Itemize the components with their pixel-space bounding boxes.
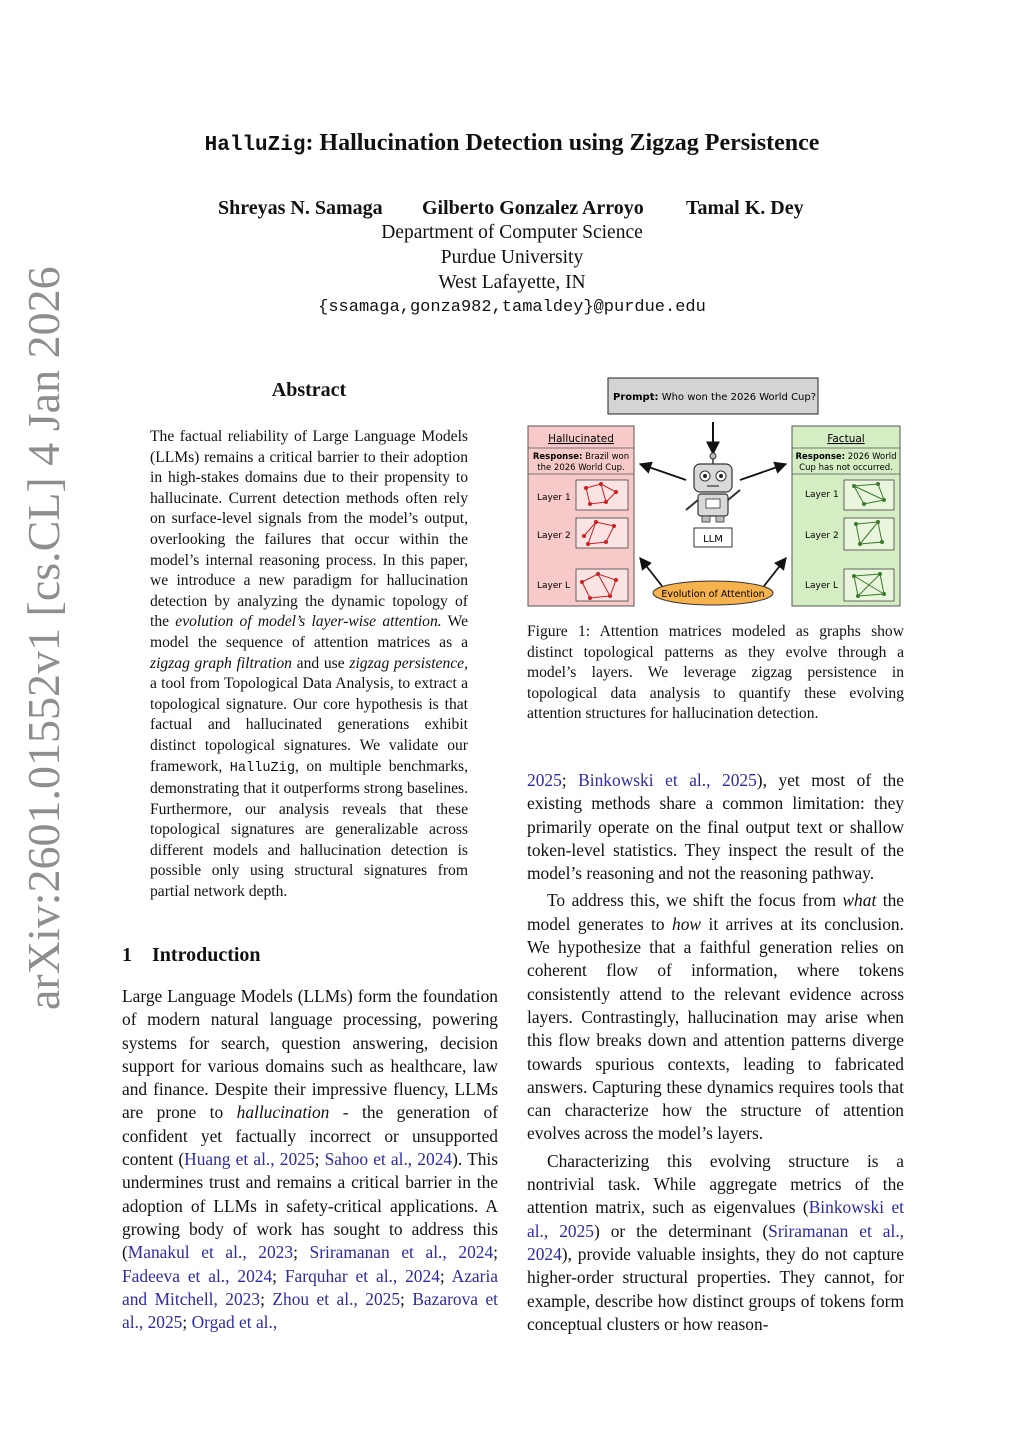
citation-link[interactable]: Sriramanan et al., 2024 [527, 1220, 905, 1264]
body-text: ; [493, 1242, 499, 1263]
arxiv-side-stamp: arXiv:2601.01552v1 [cs.CL] 4 Jan 2026 [18, 266, 69, 1010]
hallucinated-response-line2: the 2026 World Cup. [537, 463, 625, 473]
abstract-text-part: , a tool from Topological Data Analysis, to extract a topological signature. Our core hypothesis is that factual and hallucinated generations exhibit distinct topological signatures. We validate our framework, [150, 654, 468, 775]
response-label: Response: [795, 452, 846, 462]
body-text: ; [272, 1265, 285, 1286]
hallucinated-graph-layer-l [576, 569, 628, 601]
layer-label: Layer 2 [805, 531, 839, 541]
citation-link[interactable]: Farquhar et al., 2024 [284, 1265, 440, 1286]
citation-link[interactable]: Sahoo et al., 2024 [324, 1149, 453, 1170]
body-text: ; [293, 1242, 310, 1263]
response-text: Brazil won [585, 452, 630, 462]
arrow-evolution-left [640, 558, 662, 586]
abstract-code-name: HalluZig [229, 760, 295, 776]
factual-graph-layer-l [844, 569, 894, 601]
author-emails: {ssamaga,gonza982,tamaldey}@purdue.edu [318, 298, 706, 317]
citation-link[interactable]: Bazarova et al., 2025 [122, 1288, 498, 1333]
abstract-text-part: and use [291, 654, 350, 672]
body-emphasis: hallucination [236, 1102, 330, 1123]
factual-title: Factual [827, 433, 865, 445]
section-number: 1 [122, 944, 132, 966]
location: West Lafayette, IN [438, 272, 586, 293]
hallucinated-title: Hallucinated [548, 433, 614, 445]
abstract-emphasis: zigzag graph filtration [150, 654, 292, 672]
title-rest: : Hallucination Detection using Zigzag Persistence [305, 130, 820, 156]
paper-title [100, 130, 924, 157]
hallucinated-response [533, 452, 629, 462]
author-1: Shreyas N. Samaga [218, 197, 383, 219]
factual-response-line2: Cup has not occurred. [799, 463, 893, 473]
intro-right-column [527, 769, 904, 1336]
arrow-to-factual [740, 464, 786, 480]
figure-1 [526, 376, 904, 610]
body-text: ; [260, 1288, 273, 1309]
response-label: Response: [532, 452, 583, 462]
affiliation-block [100, 220, 924, 320]
citation-link[interactable]: Fadeeva et al., 2024 [122, 1265, 273, 1286]
intro-paragraph-1 [122, 985, 498, 1334]
layer-label: Layer L [805, 581, 838, 591]
citation-link[interactable]: Orgad et al., [191, 1312, 278, 1333]
robot-icon [686, 453, 740, 522]
abstract-heading: Abstract [271, 379, 347, 401]
body-text: ; [182, 1312, 192, 1333]
citation-link[interactable]: Huang et al., 2025 [184, 1149, 315, 1170]
factual-graph-layer-2 [844, 518, 894, 550]
llm-label: LLM [703, 534, 723, 545]
body-text: Large Language Models (LLMs) form the foundation of modern natural language processing, powering systems for search, question answering, decision support for various domains such as healthcare, law and finance. Despite their impressive fluency, LLMs are prone to [122, 986, 498, 1123]
body-emphasis: how [672, 913, 702, 934]
body-text: ) or the determinant ( [593, 1220, 769, 1241]
body-text: ), provide valuable insights, they do not capture higher-order structural properties. They cannot, for example, describe how distinct groups of tokens form conceptual clusters or how reason- [527, 1243, 904, 1334]
citation-link[interactable]: Manakul et al., 2023 [127, 1242, 294, 1263]
citation-link[interactable]: Binkowski et al., 2025 [578, 770, 757, 790]
layer-label: Layer 2 [537, 531, 571, 541]
prompt-question: Who won the 2026 World Cup? [661, 392, 817, 403]
body-text: - the generation of confident yet factually incorrect or unsupported content ( [122, 1102, 498, 1170]
abstract-text [150, 427, 468, 903]
author-2: Gilberto Gonzalez Arroyo [422, 197, 644, 219]
figure-1-caption: Figure 1: Attention matrices modeled as graphs show distinct topological patterns as they evolve through a model’s layers. We leverage zigzag persistence in topological data analysis to quantify these evolving attention structures for hallucination detection. [527, 623, 904, 723]
factual-response [796, 452, 897, 462]
body-text: ; [400, 1288, 413, 1309]
hallucinated-graph-layer-2 [576, 518, 628, 548]
body-text: the model generates to [527, 890, 905, 934]
citation-link[interactable]: Sriramanan et al., 2024 [309, 1242, 494, 1263]
layer-label: Layer 1 [805, 490, 839, 500]
body-text: it arrives at its conclusion. We hypothesize that a faithful generation relies on coherent flow of information, where tokens consistently attend to the relevant evidence across layers. Contrastingly, hallucination may arise when this flow breaks down and attention patterns diverge towards spurious contexts, leading to fabricated answers. Capturing these dynamics requires tools that can characterize how the structure of attention evolves across the model’s layers. [527, 913, 904, 1144]
body-emphasis: what [842, 890, 877, 911]
department: Department of Computer Science [381, 222, 643, 243]
arrow-evolution-right [764, 558, 786, 586]
citation-link[interactable]: Azaria and Mitchell, 2023 [122, 1265, 498, 1309]
layer-label: Layer L [537, 581, 570, 591]
citation-link[interactable]: 2025 [527, 770, 562, 790]
author-3: Tamal K. Dey [686, 197, 804, 219]
hallucinated-graph-layer-1 [576, 480, 628, 510]
citation-link[interactable]: Binkowski et al., 2025 [527, 1197, 904, 1241]
factual-graph-layer-1 [844, 480, 894, 510]
body-text: ; [561, 770, 579, 790]
title-code-name: HalluZig [204, 134, 306, 157]
body-text: ). This undermines trust and remains a critical barrier in the adoption of LLMs in safety-critical applications. A growing body of work has sought to address this ( [122, 1149, 498, 1263]
abstract-emphasis: zigzag persistence [349, 654, 465, 672]
section-title: Introduction [152, 944, 261, 966]
body-text: ), yet most of the existing methods share a common limitation: they primarily operate on the final output text or shallow token-level statistics. They inspect the result of the model’s reasoning and not the reasoning pathway. [527, 770, 904, 884]
intro-paragraph-2 [527, 889, 904, 1145]
body-text: Characterizing this evolving structure is a nontrivial task. While aggregate metrics of the attention matrix, such as eigenvalues ( [527, 1150, 904, 1218]
citation-link[interactable]: Zhou et al., 2025 [272, 1288, 401, 1309]
intro-paragraph-3 [527, 1150, 904, 1336]
body-text: To address this, we shift the focus from [547, 890, 843, 911]
layer-label: Layer 1 [537, 493, 571, 503]
response-text: 2026 World [847, 452, 897, 462]
body-text: ; [439, 1265, 452, 1286]
abstract-text-part: , on multiple benchmarks, demonstrating that it outperforms strong baselines. Furthermore, our analysis reveals that these topological signatures are generalizable across different models and hallucination detection is possible only using structural signatures from partial network depth. [150, 757, 468, 901]
university: Purdue University [440, 247, 584, 268]
arrow-to-hallucinated [640, 464, 686, 480]
section-heading-introduction [122, 944, 261, 967]
evolution-label: Evolution of Attention [661, 589, 765, 600]
abstract-text-part: We model the sequence of attention matrices as a [150, 613, 469, 651]
intro-paragraph-continued [527, 769, 904, 885]
prompt-text [613, 392, 816, 403]
abstract-text-part: The factual reliability of Large Language Models (LLMs) remains a critical barrier to their adoption in high-stakes domains due to their propensity to hallucinate. Current detection methods often rely on surface-level signals from the model’s output, overlooking the failures that occur within the model’s internal reasoning process. In this paper, we introduce a new paradigm for hallucination detection by analyzing the dynamic topology of the [150, 428, 468, 631]
body-text: ; [314, 1149, 325, 1170]
prompt-label: Prompt: [613, 392, 659, 403]
abstract-emphasis: evolution of model’s layer-wise attention. [175, 613, 442, 631]
